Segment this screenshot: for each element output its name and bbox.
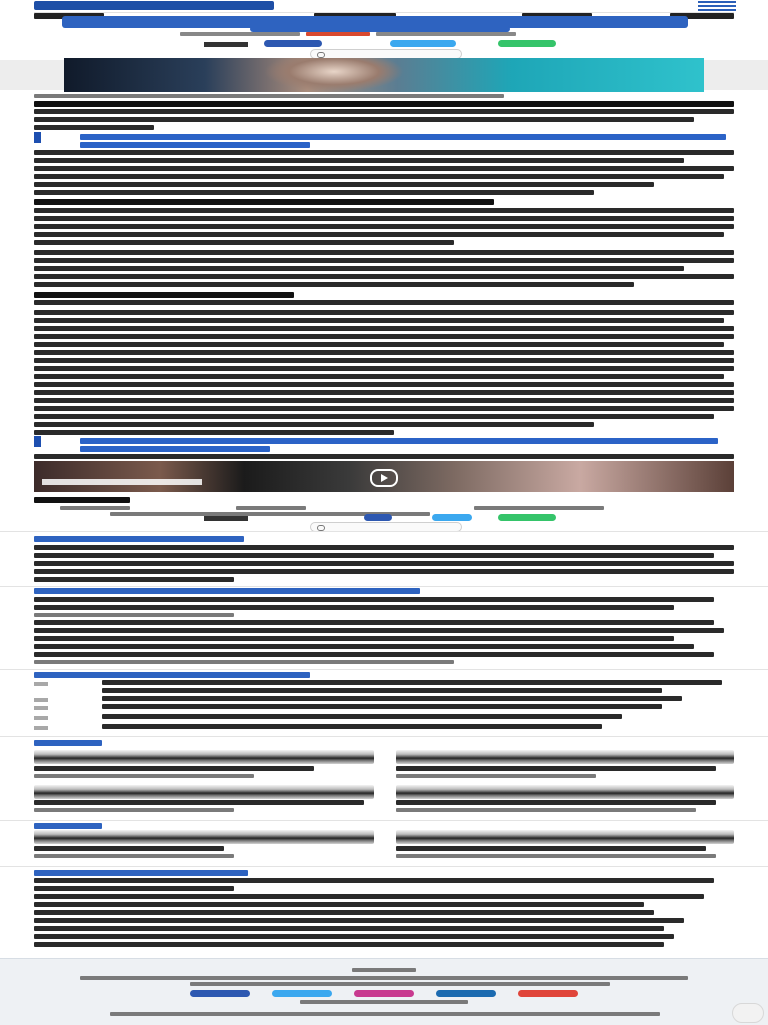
network-item[interactable] <box>34 942 664 947</box>
paragraph-line <box>34 282 634 287</box>
rank-number <box>34 706 48 710</box>
list-item[interactable] <box>102 724 602 729</box>
paragraph-line <box>34 174 724 179</box>
video-player[interactable] <box>34 461 734 492</box>
paragraph-line <box>34 350 734 355</box>
paragraph-line <box>34 182 654 187</box>
video-thumbnail[interactable] <box>396 785 734 799</box>
related-article-link[interactable] <box>80 446 270 452</box>
network-item[interactable] <box>34 918 684 923</box>
subheading <box>34 292 294 298</box>
paragraph-line <box>34 390 734 395</box>
paragraph-line <box>34 422 594 427</box>
paragraph-line <box>34 258 734 263</box>
paragraph-line <box>34 366 734 371</box>
paragraph-line <box>34 158 684 163</box>
subheading <box>34 199 494 205</box>
footer-links[interactable] <box>80 976 688 980</box>
list-item[interactable] <box>102 696 682 701</box>
photo-thumbnail[interactable] <box>34 830 374 844</box>
paragraph-line <box>34 216 734 221</box>
photo-thumbnail[interactable] <box>396 830 734 844</box>
paragraph-line <box>34 240 454 245</box>
linkedin-icon[interactable] <box>436 990 496 997</box>
hamburger-icon[interactable] <box>698 1 736 11</box>
paragraph-line <box>34 326 734 331</box>
editor-label <box>34 497 130 503</box>
paragraph-line <box>34 250 734 255</box>
source-link[interactable] <box>306 32 370 36</box>
paragraph-line <box>34 232 724 237</box>
rank-number <box>34 726 48 730</box>
network-item[interactable] <box>34 894 704 899</box>
floating-button[interactable] <box>732 1003 764 1023</box>
list-item[interactable] <box>34 636 674 641</box>
list-item-meta <box>34 613 234 617</box>
tag-chip[interactable] <box>236 506 306 510</box>
twitter-icon[interactable] <box>390 40 456 47</box>
video-meta <box>34 774 254 778</box>
video-thumbnail[interactable] <box>34 785 374 799</box>
list-item[interactable] <box>34 597 714 602</box>
paragraph-line <box>34 334 734 339</box>
divider <box>0 820 768 821</box>
list-item[interactable] <box>102 704 662 709</box>
section-title <box>34 588 420 594</box>
tag-chip[interactable] <box>60 506 130 510</box>
list-item[interactable] <box>102 714 622 719</box>
publish-date <box>376 32 516 36</box>
rank-number <box>34 682 48 686</box>
video-title[interactable] <box>396 800 716 805</box>
video-title[interactable] <box>396 766 716 771</box>
paragraph-line <box>34 101 734 107</box>
divider <box>0 736 768 737</box>
article-meta <box>180 32 580 36</box>
network-item[interactable] <box>34 878 714 883</box>
divider <box>0 866 768 867</box>
share-label <box>204 516 248 521</box>
related-article-link[interactable] <box>80 134 726 140</box>
list-item[interactable] <box>34 605 674 610</box>
photo-title[interactable] <box>34 846 224 851</box>
network-item[interactable] <box>34 910 654 915</box>
paragraph-line <box>34 342 724 347</box>
site-logo[interactable] <box>34 1 274 10</box>
paragraph-line <box>34 398 734 403</box>
copyright-line <box>110 1012 660 1016</box>
paragraph-line <box>34 406 734 411</box>
paragraph-line <box>34 414 714 419</box>
paragraph-line <box>34 166 734 171</box>
list-item[interactable] <box>34 620 714 625</box>
related-article-link[interactable] <box>80 438 718 444</box>
footer-brand-line <box>352 968 416 972</box>
section-title <box>34 870 248 876</box>
image-caption <box>34 94 504 98</box>
network-item[interactable] <box>34 886 234 891</box>
video-meta <box>34 808 234 812</box>
divider <box>0 586 768 587</box>
divider <box>0 669 768 670</box>
paragraph-line <box>34 224 734 229</box>
hero-image <box>64 58 704 92</box>
photo-meta <box>34 854 234 858</box>
section-title <box>34 740 102 746</box>
download-app-line[interactable] <box>300 1000 468 1004</box>
list-item[interactable] <box>34 545 734 550</box>
paragraph-line <box>34 318 724 323</box>
paragraph-line <box>34 430 394 435</box>
list-item[interactable] <box>34 644 694 649</box>
paragraph-line <box>34 300 734 305</box>
network-item[interactable] <box>34 934 674 939</box>
facebook-icon[interactable] <box>190 990 250 997</box>
footer-links[interactable] <box>190 982 610 986</box>
video-title[interactable] <box>34 766 314 771</box>
rank-number <box>34 716 48 720</box>
facebook-icon[interactable] <box>364 514 392 521</box>
whatsapp-icon[interactable] <box>498 40 556 47</box>
related-link-marker <box>34 132 41 143</box>
list-item[interactable] <box>34 569 734 574</box>
list-item[interactable] <box>34 652 714 657</box>
video-thumbnail[interactable] <box>34 750 374 764</box>
divider <box>0 531 768 532</box>
paragraph-line <box>34 109 734 114</box>
list-item[interactable] <box>34 561 734 566</box>
paragraph-line <box>34 374 724 379</box>
paragraph-line <box>34 382 734 387</box>
paragraph-line <box>34 274 734 279</box>
paragraph-line <box>34 310 734 315</box>
photo-meta <box>396 854 716 858</box>
list-item-meta <box>34 660 454 664</box>
youtube-icon[interactable] <box>518 990 578 997</box>
paragraph-line <box>34 117 694 122</box>
list-item[interactable] <box>102 688 662 693</box>
paragraph-line <box>34 208 734 213</box>
paragraph-line <box>34 190 594 195</box>
paragraph-line <box>34 266 684 271</box>
photo-title[interactable] <box>396 846 706 851</box>
list-item[interactable] <box>102 680 722 685</box>
video-meta <box>396 774 596 778</box>
list-item[interactable] <box>34 628 724 633</box>
play-icon[interactable] <box>370 469 398 487</box>
tag-chip[interactable] <box>474 506 604 510</box>
paragraph-line <box>34 358 734 363</box>
video-caption <box>34 454 734 459</box>
list-item[interactable] <box>34 577 234 582</box>
video-title-overlay <box>42 479 202 485</box>
section-title <box>34 536 244 542</box>
section-title <box>34 823 102 829</box>
video-meta <box>396 808 696 812</box>
twitter-icon[interactable] <box>272 990 332 997</box>
video-title[interactable] <box>34 800 364 805</box>
network-item[interactable] <box>34 926 664 931</box>
whatsapp-icon[interactable] <box>498 514 556 521</box>
paragraph-line <box>34 125 154 130</box>
related-article-link[interactable] <box>80 142 310 148</box>
related-link-marker <box>34 436 41 447</box>
facebook-icon[interactable] <box>264 40 322 47</box>
twitter-icon[interactable] <box>432 514 472 521</box>
share-label <box>204 42 248 47</box>
video-thumbnail[interactable] <box>396 750 734 764</box>
section-title <box>34 672 310 678</box>
instagram-icon[interactable] <box>354 990 414 997</box>
author <box>180 32 300 36</box>
network-item[interactable] <box>34 902 644 907</box>
list-item[interactable] <box>34 553 714 558</box>
paragraph-line <box>34 150 734 155</box>
rank-number <box>34 698 48 702</box>
